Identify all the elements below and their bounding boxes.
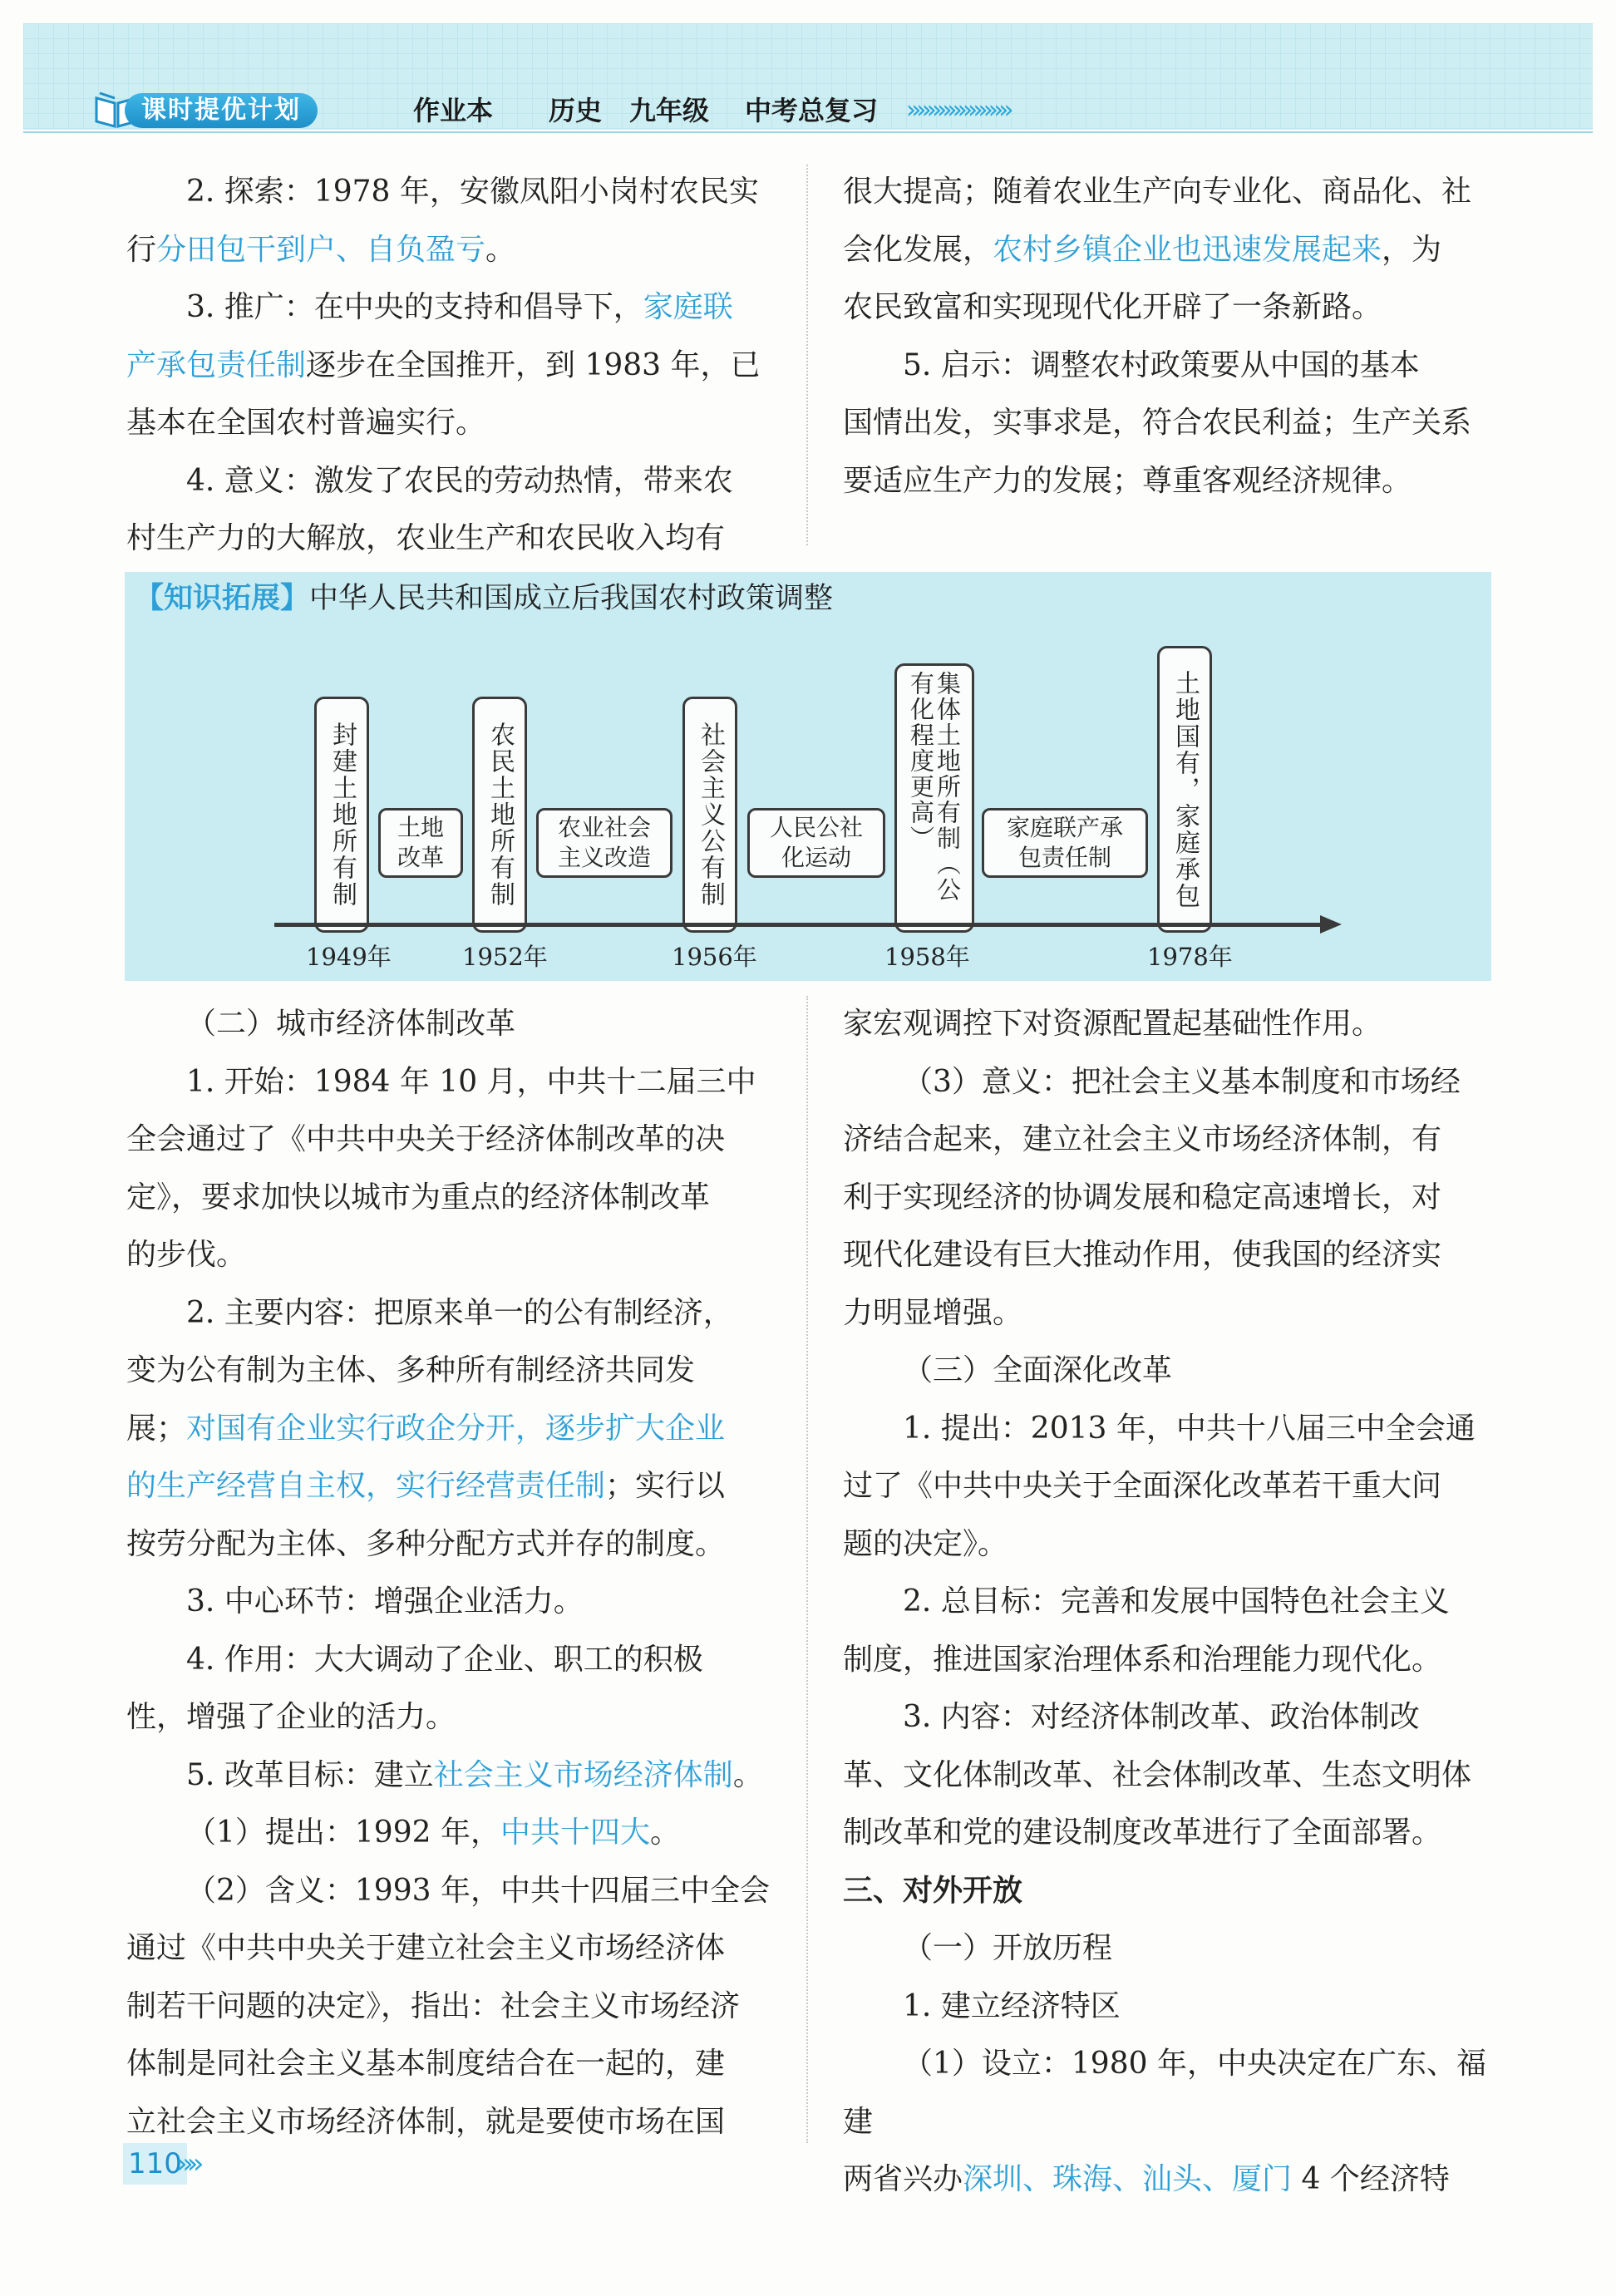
transition-line: 家庭联产承 xyxy=(1006,814,1123,841)
year-label: 1956年 xyxy=(672,943,757,971)
text-line xyxy=(126,2093,783,2151)
transition-line: 包责任制 xyxy=(1017,844,1111,871)
text-line xyxy=(843,1631,1500,1689)
subject-label: 历史 xyxy=(549,95,603,126)
stage-box: 社会主义公有制 xyxy=(682,697,737,933)
transition-box xyxy=(982,808,1148,878)
text-line xyxy=(843,1573,1500,1631)
text-line xyxy=(843,1111,1500,1169)
text-run: 利于实现经济的协调发展和稳定高速增长，对 xyxy=(843,1180,1442,1215)
text-line xyxy=(126,221,783,279)
text-run: 定》，要求加快以城市为重点的经济体制改革 xyxy=(126,1180,711,1215)
text-line xyxy=(126,1919,783,1978)
stage-box: 土地国有，家庭承包 xyxy=(1157,646,1212,933)
text-run: 题的决定》。 xyxy=(843,1526,1008,1561)
year-label: 1978年 xyxy=(1147,943,1233,971)
text-run: ，为 xyxy=(1382,232,1442,267)
text-line xyxy=(126,337,783,395)
text-line xyxy=(126,394,783,452)
text-run: 过了《中共中央关于全面深化改革若干重大问 xyxy=(843,1469,1442,1503)
transition-box xyxy=(536,808,673,878)
text-run: 两省兴办 xyxy=(843,2162,963,2196)
text-line xyxy=(126,1978,783,2036)
text-run: 1. 建立经济特区 xyxy=(903,1988,1121,2023)
transition-box xyxy=(378,808,463,878)
text-line xyxy=(843,163,1500,221)
text-run: （一）开放历程 xyxy=(903,1931,1113,1965)
highlighted-answer: 家庭联 xyxy=(643,290,733,324)
text-run: 制改革和党的建设制度改革进行了全面部署。 xyxy=(843,1816,1442,1850)
text-line xyxy=(843,1053,1500,1111)
text-run: 3. 推广：在中央的支持和倡导下， xyxy=(186,290,643,324)
knowledge-heading: 中华人民共和国成立后我国农村政策调整 xyxy=(309,582,834,615)
page-number: 110 xyxy=(123,2143,187,2185)
text-line xyxy=(126,1688,783,1747)
text-line xyxy=(126,2035,783,2093)
transition-line: 人民公社 xyxy=(769,814,863,841)
stage-box: 集体土地所有制（公有化程度更高） xyxy=(894,663,974,933)
text-line xyxy=(843,278,1500,337)
text-line xyxy=(843,1978,1500,2036)
year-label: 1949年 xyxy=(306,943,392,971)
text-line xyxy=(126,163,783,221)
text-run: 。 xyxy=(485,232,516,267)
text-line xyxy=(126,1226,783,1284)
text-run: 性，增强了企业的活力。 xyxy=(126,1700,456,1734)
text-run: 1. 开始：1984 年 10 月，中共十二届三中 xyxy=(186,1064,756,1099)
text-run: 2. 主要内容：把原来单一的公有制经济， xyxy=(186,1295,733,1330)
text-run: 基本在全国农村普遍实行。 xyxy=(126,406,486,440)
timeline-axis xyxy=(274,923,1322,927)
highlighted-answer: 分田包干到户、自负盈亏 xyxy=(156,232,486,267)
text-run: 制若干问题的决定》，指出：社会主义市场经济 xyxy=(126,1988,741,2023)
text-line xyxy=(126,1111,783,1169)
highlighted-answer: 对国有企业实行政企分开，逐步扩大企业 xyxy=(186,1411,726,1446)
text-line xyxy=(126,1400,783,1458)
page-number-arrows: »» xyxy=(176,2147,198,2180)
highlighted-answer: 中共十四大 xyxy=(500,1816,650,1850)
workbook-label: 作业本 xyxy=(413,95,494,126)
text-run: （二）城市经济体制改革 xyxy=(186,1007,516,1041)
text-run: 3. 中心环节：增强企业活力。 xyxy=(186,1584,584,1619)
text-line xyxy=(126,1631,783,1689)
text-line xyxy=(843,995,1500,1053)
text-line xyxy=(126,1573,783,1631)
text-run: 济结合起来，建立社会主义市场经济体制，有 xyxy=(843,1122,1442,1156)
text-run: 变为公有制为主体、多种所有制经济共同发 xyxy=(126,1353,696,1387)
brand-label: 课时提优计划 xyxy=(125,93,318,128)
transition-box xyxy=(747,808,885,878)
text-run: 2. 总目标：完善和发展中国特色社会主义 xyxy=(903,1584,1450,1619)
grade-label: 九年级 xyxy=(629,95,710,126)
text-run: 。 xyxy=(649,1816,680,1850)
text-run: 的步伐。 xyxy=(126,1238,247,1272)
text-line xyxy=(843,1862,1500,1920)
text-run: 立社会主义市场经济体制，就是要使市场在国 xyxy=(126,2104,726,2139)
knowledge-tag: 【知识拓展】 xyxy=(135,582,310,615)
text-run: （2）含义：1993 年，中共十四届三中全会 xyxy=(186,1873,770,1908)
text-run: 村生产力的大解放，农业生产和农民收入均有 xyxy=(126,521,726,555)
text-line xyxy=(843,1169,1500,1227)
text-line xyxy=(126,1747,783,1805)
text-run: 家宏观调控下对资源配置起基础性作用。 xyxy=(843,1007,1382,1041)
timeline-arrowhead xyxy=(1320,915,1342,934)
text-line xyxy=(126,1457,783,1515)
column-divider xyxy=(806,165,808,545)
text-line xyxy=(126,278,783,337)
stage-box: 农民土地所有制 xyxy=(472,697,527,933)
transition-line: 化运动 xyxy=(781,844,851,871)
text-run: ；实行以 xyxy=(605,1469,726,1503)
text-line xyxy=(126,1053,783,1111)
text-run: 展； xyxy=(126,1411,187,1446)
text-line xyxy=(843,337,1500,395)
transition-line: 农业社会 xyxy=(557,814,651,841)
text-run: （1）提出：1992 年， xyxy=(186,1816,500,1850)
text-run: 体制是同社会主义基本制度结合在一起的，建 xyxy=(126,2047,726,2081)
text-run: 革、文化体制改革、社会体制改革、生态文明体 xyxy=(843,1757,1472,1792)
text-line xyxy=(843,1515,1500,1574)
text-line xyxy=(843,1284,1500,1343)
highlighted-answer: 的生产经营自主权，实行经营责任制 xyxy=(126,1469,606,1503)
text-line xyxy=(126,1284,783,1343)
series-label: 中考总复习 xyxy=(745,95,879,126)
text-line xyxy=(126,1515,783,1574)
text-line xyxy=(126,1169,783,1227)
text-run: 要适应生产力的发展；尊重客观经济规律。 xyxy=(843,463,1412,498)
text-run: 行 xyxy=(126,232,157,267)
text-line xyxy=(126,995,783,1053)
text-run: 力明显增强。 xyxy=(843,1295,1023,1330)
year-label: 1952年 xyxy=(462,943,548,971)
text-run: 全会通过了《中共中央关于经济体制改革的决 xyxy=(126,1122,726,1156)
text-run: 4. 意义：激发了农民的劳动热情，带来农 xyxy=(186,463,733,498)
text-line xyxy=(126,452,783,510)
text-line xyxy=(126,1804,783,1862)
transition-line: 改革 xyxy=(397,844,444,871)
transition-line: 土地 xyxy=(397,814,444,841)
text-run: （三）全面深化改革 xyxy=(903,1353,1173,1387)
highlighted-answer: 社会主义市场经济体制 xyxy=(433,1757,733,1792)
text-run: 4. 作用：大大调动了企业、职工的积极 xyxy=(186,1642,703,1677)
highlighted-answer: 深圳、珠海、汕头、厦门 xyxy=(963,2162,1293,2196)
header-arrows: »»»»»»»»»» xyxy=(906,96,1009,125)
text-line xyxy=(126,1862,783,1920)
text-line xyxy=(843,1919,1500,1978)
text-line xyxy=(843,1747,1500,1805)
text-line xyxy=(843,2035,1500,2151)
bottom-right-column xyxy=(843,995,1500,2209)
text-line xyxy=(126,1342,783,1400)
text-run: 很大提高；随着农业生产向专业化、商品化、社 xyxy=(843,175,1472,209)
text-line xyxy=(126,510,783,568)
text-run: （1）设立：1980 年，中央决定在广东、福建 xyxy=(843,2047,1486,2139)
text-run: 通过《中共中央关于建立社会主义市场经济体 xyxy=(126,1931,726,1965)
text-run: 逐步在全国推开，到 1983 年，已 xyxy=(306,347,761,382)
text-run: 制度，推进国家治理体系和治理能力现代化。 xyxy=(843,1642,1442,1677)
top-right-column xyxy=(843,163,1500,510)
text-line xyxy=(843,1226,1500,1284)
text-run: 现代化建设有巨大推动作用，使我国的经济实 xyxy=(843,1238,1442,1272)
column-divider xyxy=(806,996,808,2143)
text-run: 3. 内容：对经济体制改革、政治体制改 xyxy=(903,1700,1420,1734)
highlighted-answer: 农村乡镇企业也迅速发展起来 xyxy=(993,232,1382,267)
text-line xyxy=(843,1342,1500,1400)
header-rule xyxy=(23,131,1593,133)
text-run: 按劳分配为主体、多种分配方式并存的制度。 xyxy=(126,1526,726,1561)
text-line xyxy=(843,1400,1500,1458)
text-line xyxy=(843,2151,1500,2209)
text-line xyxy=(843,394,1500,452)
highlighted-answer: 产承包责任制 xyxy=(126,347,307,382)
text-run: 会化发展， xyxy=(843,232,993,267)
text-run: （3）意义：把社会主义基本制度和市场经 xyxy=(903,1064,1461,1099)
text-line xyxy=(843,1688,1500,1747)
text-line xyxy=(843,452,1500,510)
text-run: 农民致富和实现现代化开辟了一条新路。 xyxy=(843,290,1382,324)
knowledge-title xyxy=(135,577,833,620)
text-run: 5. 改革目标：建立 xyxy=(186,1757,434,1792)
transition-line: 主义改造 xyxy=(557,844,651,871)
stage-box: 封建土地所有制 xyxy=(314,697,369,933)
text-run: 三、对外开放 xyxy=(843,1873,1023,1908)
text-run: 国情出发，实事求是，符合农民利益；生产关系 xyxy=(843,406,1472,440)
text-run: 4 个经济特 xyxy=(1292,2162,1450,2196)
text-line xyxy=(843,1457,1500,1515)
text-line xyxy=(843,1804,1500,1862)
text-run: 1. 提出：2013 年，中共十八届三中全会通 xyxy=(903,1411,1476,1446)
text-run: 5. 启示：调整农村政策要从中国的基本 xyxy=(903,347,1420,382)
text-line xyxy=(843,221,1500,279)
text-run: 。 xyxy=(732,1757,763,1792)
text-run: 2. 探索：1978 年，安徽凤阳小岗村农民实 xyxy=(186,175,759,209)
year-label: 1958年 xyxy=(884,943,970,971)
top-left-column xyxy=(126,163,783,568)
bottom-left-column xyxy=(126,995,783,2151)
